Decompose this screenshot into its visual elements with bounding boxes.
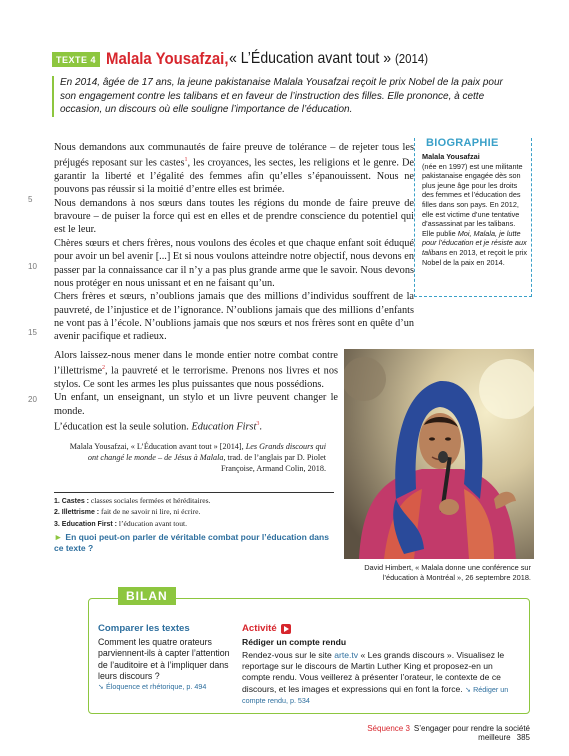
paragraph-4: Chers frères et sœurs, n’oublions jamais que des millions d’individus souffrent de la pauvreté, de l’injustice et de l’ignorance. N’oublions jamais que des millions d’enfants ne vont pas à l’école. N’oublions jamais que nos sœurs et nos frères sont en quête d’un avenir pacifique et radieux.: [54, 291, 414, 343]
malala-photo: [344, 349, 534, 559]
footnote-def: fait de ne savoir ni lire, ni écrire.: [99, 507, 201, 517]
arrow-icon: ➘: [465, 684, 472, 694]
biography-body: [422, 152, 528, 267]
question-text: En quoi peut-on parler de véritable combat pour l’éducation dans ce texte ?: [54, 532, 329, 553]
p5-b: , la pauvreté et le terrorisme. Prenons nos livres et nos stylos. Ce sont les armes les plus puissantes que nous possédions.: [54, 365, 338, 391]
activity-text-a: Rendez-vous sur le site: [242, 650, 335, 660]
speech-year: (2014): [395, 51, 429, 66]
line-number: 5: [28, 195, 33, 204]
note-ref-3[interactable]: 3: [256, 421, 260, 428]
biography-book: Moi, Malala, je lutte pour l’éducation et je résiste aux talibans: [422, 228, 527, 257]
source-c: , trad. de l’anglais par D. Piolet Françoise, Armand Colin, 2018.: [220, 453, 326, 473]
arte-link[interactable]: arte.tv: [334, 650, 359, 660]
paragraph-5: [54, 349, 338, 391]
texte-badge: TEXTE 4: [52, 52, 100, 67]
author-name: Malala Yousafzai,: [106, 49, 229, 68]
footnote-term: 1. Castes :: [54, 498, 90, 505]
note-ref-2[interactable]: 2: [102, 365, 106, 372]
footnote-term: 2. Illettrisme :: [54, 509, 100, 517]
activity-title: [242, 623, 291, 634]
footnote-def: classes sociales fermées et héréditaires.: [89, 496, 211, 505]
photo-caption: David Himbert, « Malala donne une conférence sur l’éducation à Montréal », 26 septembre 2018.: [364, 563, 531, 582]
note-ref-1[interactable]: 1: [184, 157, 188, 164]
arrow-icon: ➘: [98, 682, 105, 692]
intro-paragraph: En 2014, âgée de 17 ans, la jeune pakistanaise Malala Yousafzai reçoit le prix Nobel de la paix pour son engagement contre les talibans et en faveur de l’instruction des filles. Elle prononce, à cette occasion, un discours où elle souligne l’importance de l’éducation.: [52, 76, 520, 117]
sequence-label: Séquence 3: [367, 724, 410, 733]
source-reference: [64, 441, 326, 474]
p7-b: Education First: [191, 421, 257, 433]
speech-title-text: « L’Éducation avant tout »: [229, 50, 392, 67]
footnotes: [54, 492, 334, 530]
paragraph-2: Nous demandons à nos sœurs dans toutes les régions du monde de faire preuve de bravoure – de puiser la force qui est en elles et de prendre conscience du potentiel qui est le leur.: [54, 197, 414, 236]
biography-name: Malala Yousafzai: [422, 152, 480, 161]
page-footer: [320, 724, 530, 742]
source-book: Les Grands discours qui ont changé le monde – de Jésus à Malala: [87, 442, 326, 462]
footnote-3: [54, 519, 334, 530]
paragraph-7: [54, 418, 338, 434]
line-number: 10: [28, 262, 37, 271]
compare-body: Comment les quatre orateurs parviennent-ils à capter l’attention de l’auditoire et à l’impliquer dans leurs discours ?: [98, 637, 230, 681]
p7-a: L’éducation est la seule solution.: [54, 421, 192, 433]
footnote-def: l’éducation avant tout.: [117, 518, 188, 528]
footnote-1: [54, 496, 334, 507]
activity-ref-text: Rédiger un compte rendu, p. 534: [242, 684, 509, 705]
text-title: [52, 48, 522, 70]
paragraph-3: Chères sœurs et chers frères, nous voulons des écoles et que chaque enfant soit éduqué pour avoir un bel avenir [...] Et si nous voulons atteindre notre objectif, nous devons en passer par la connaissance car il n’y a pas plus grande arme que le savoir. Nous devons nous protéger en nous unissant et en ne faisant qu’un.: [54, 237, 414, 289]
p5-a: Alors laissez-nous mener dans le monde entier notre combat contre l’illettrisme: [54, 350, 338, 377]
paragraph-1: [54, 141, 414, 197]
speech-title: [229, 50, 428, 68]
arrow-icon: ►: [54, 532, 63, 542]
play-icon: [283, 626, 289, 632]
bilan-tab: BILAN: [118, 587, 176, 605]
biography-text-b: en 2013, et reçoit le prix Nobel de la paix en 2014.: [422, 247, 528, 267]
speech-text-upper: [54, 141, 414, 344]
page-number: 385: [516, 733, 530, 742]
compare-title: Comparer les textes: [98, 623, 190, 634]
p1-b: , les croyances, les sectes, les religions et le genre. De garantir la liberté et l’égalité des femmes afin qu’elles s’épanouissent. Nous ne pouvons pas réussir si la moitié d’entre elles est brimée.: [54, 157, 414, 196]
activity-subtitle: Rédiger un compte rendu: [242, 637, 347, 647]
p7-c: .: [259, 421, 262, 433]
compare-section: [98, 637, 230, 691]
activity-text-b: « Les grands discours ». Visualisez le reportage sur le discours de Martin Luther King et proposez-en un compte rendu. Vous veillerez à présenter l’orateur, le contexte de ce discours, et les images et expressions qui en font la force.: [242, 650, 505, 694]
compare-ref-text: Éloquence et rhétorique, p. 494: [106, 682, 207, 692]
footnote-term: 3. Education First :: [54, 520, 118, 528]
video-play-icon[interactable]: [281, 624, 291, 634]
source-a: Malala Yousafzai, « L’Éducation avant tout » [2014],: [69, 442, 246, 451]
line-number: 20: [28, 395, 37, 404]
biography-text-a: (née en 1997) est une militante pakistanaise engagée dès son plus jeune âge pour les droits des femmes et l’éducation des filles dans son pays. En 2012, elle est victime d’une tentative d’assassinat par les talibans. Elle publie: [422, 161, 523, 238]
activity-label: Activité: [242, 623, 277, 634]
compare-link[interactable]: [98, 682, 230, 691]
sequence-title: S’engager pour rendre la société meilleure: [413, 724, 530, 742]
speech-text-lower: [54, 349, 338, 434]
activity-body: [242, 650, 522, 706]
p1-a: Nous demandons aux communautés de faire preuve de tolérance – de rejeter tous les préjugés reposant sur les castes: [54, 142, 414, 169]
line-number: 15: [28, 328, 37, 337]
biography-title: BIOGRAPHIE: [426, 137, 499, 149]
photo-illustration: [344, 349, 534, 559]
reading-question: [54, 532, 334, 554]
footnote-2: [54, 507, 334, 518]
paragraph-6: Un enfant, un enseignant, un stylo et un livre peuvent changer le monde.: [54, 392, 338, 417]
